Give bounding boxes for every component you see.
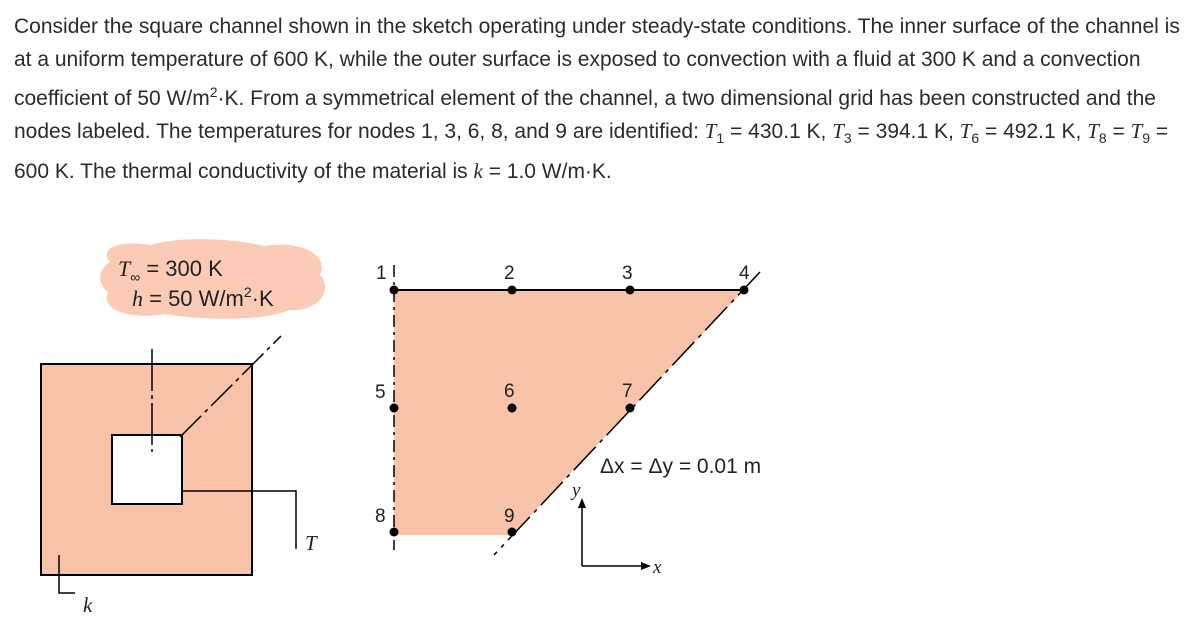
symbol-T1: T (704, 119, 717, 143)
node-4-label: 4 (739, 263, 750, 284)
problem-text-1: Consider the square channel shown in the sketch operating under steady-state conditions. The inner surface of the channel is at a uniform temperature of 600 K, while the outer surface is exposed to convection with a fluid at 300 K and a convection coefficient of 50 W/m (14, 15, 1180, 110)
value-T6: = 492.1 K, (979, 120, 1088, 143)
y-axis-label: y (572, 480, 581, 501)
node-6-label: 6 (504, 381, 515, 402)
subscript: 6 (971, 130, 980, 147)
subscript: 1 (716, 130, 725, 147)
node-1-dot (390, 286, 399, 295)
subscript: 3 (843, 130, 852, 147)
symmetric-element (394, 290, 744, 535)
value-T3: = 394.1 K, (851, 120, 960, 143)
node-4-dot (740, 286, 749, 295)
symbol-T8: T (1087, 119, 1099, 143)
node-2-label: 2 (504, 263, 515, 284)
symbol-T6: T (959, 119, 972, 143)
problem-text-2: ·K. From a symmetrical element of the channel, a two dimensional grid has been constructed and the nodes labeled. The temperatures for nodes 1, 3, 6, 8, and 9 are identified: (14, 87, 1156, 143)
value-T9: = 600 K. The thermal conductivity of the material is (14, 120, 1169, 184)
node-2-dot (508, 286, 517, 295)
node-8-label: 8 (375, 506, 386, 527)
cloud-line-2: h = 50 $W/m^2\cdot K$ (132, 284, 274, 311)
node-5-dot (390, 404, 399, 413)
node-9-dot (508, 528, 517, 537)
label-T: T (305, 531, 317, 555)
node-7-dot (626, 404, 635, 413)
node-6-dot (508, 404, 517, 413)
symbol-T9: T (1130, 119, 1143, 143)
value-k: = 1.0 W/m·K. (482, 160, 612, 184)
node-9-label: 9 (504, 506, 515, 527)
node-3-dot (626, 286, 635, 295)
value-T1: = 430.1 K, (724, 120, 833, 143)
grid-spacing-label: Δx = Δy = 0.01 m (600, 455, 762, 478)
subscript: 9 (1142, 130, 1151, 147)
symbol-k: k (473, 159, 483, 184)
label-k: k (83, 593, 93, 617)
subscript: 8 (1098, 130, 1107, 147)
x-axis-label: x (653, 557, 662, 578)
channel-inner (112, 435, 182, 504)
cloud-line-1: $T_\infty = 300$ K (118, 256, 223, 285)
symbol-T3: T (832, 119, 844, 143)
node-1-label: 1 (376, 263, 387, 284)
x-axis-arrow (641, 562, 651, 570)
node-5-label: 5 (375, 382, 386, 403)
node-3-label: 3 (622, 263, 633, 284)
node-8-dot (390, 528, 399, 537)
node-7-label: 7 (622, 381, 633, 402)
value-T8: = (1106, 120, 1131, 143)
superscript: 2 (209, 84, 218, 100)
